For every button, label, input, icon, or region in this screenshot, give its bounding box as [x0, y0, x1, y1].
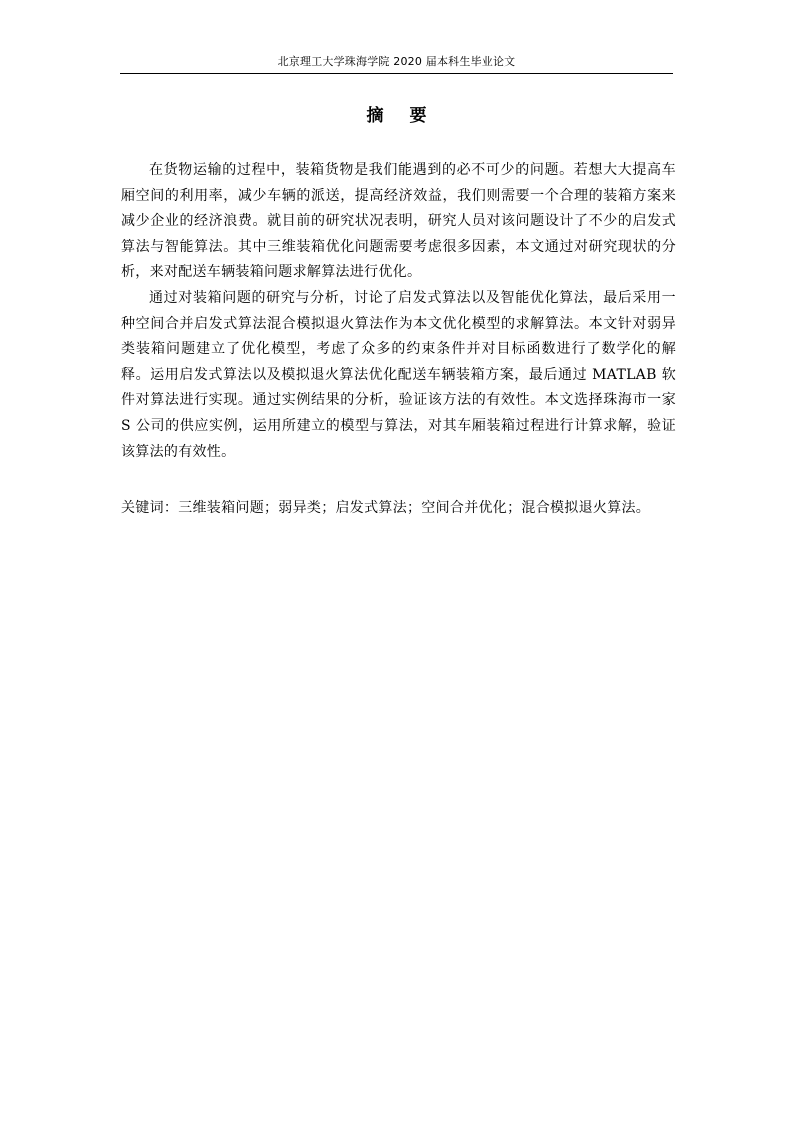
abstract-title: 摘要	[366, 106, 453, 126]
abstract-body	[121, 158, 676, 465]
header-rule	[120, 73, 673, 74]
abstract-paragraph-1: 在货物运输的过程中，装箱货物是我们能遇到的必不可少的问题。若想大大提高车厢空间的利用率，减少车辆的派送，提高经济效益，我们则需要一个合理的装箱方案来减少企业的经济浪费。就目前的研究状况表明，研究人员对该问题设计了不少的启发式算法与智能算法。其中三维装箱优化问题需要考虑很多因素，本文通过对研究现状的分析，来对配送车辆装箱问题求解算法进行优化。	[121, 162, 676, 281]
running-header: 北京理工大学珠海学院 2020 届本科生毕业论文	[277, 55, 516, 68]
abstract-paragraph-2: 通过对装箱问题的研究与分析，讨论了启发式算法以及智能优化算法，最后采用一种空间合并启发式算法混合模拟退火算法作为本文优化模型的求解算法。本文针对弱异类装箱问题建立了优化模型，考虑了众多的约束条件并对目标函数进行了数学化的解释。运用启发式算法以及模拟退火算法优化配送车辆装箱方案，最后通过 MATLAB 软件对算法进行实现。通过实例结果的分析，验证该方法的有效性。本文选择珠海市一家 S 公司的供应实例，运用所建立的模型与算法，对其车厢装箱过程进行计算求解，验证该算法的有效性。	[121, 289, 676, 460]
keywords: 关键词：三维装箱问题；弱异类；启发式算法；空间合并优化；混合模拟退火算法。	[121, 500, 651, 516]
